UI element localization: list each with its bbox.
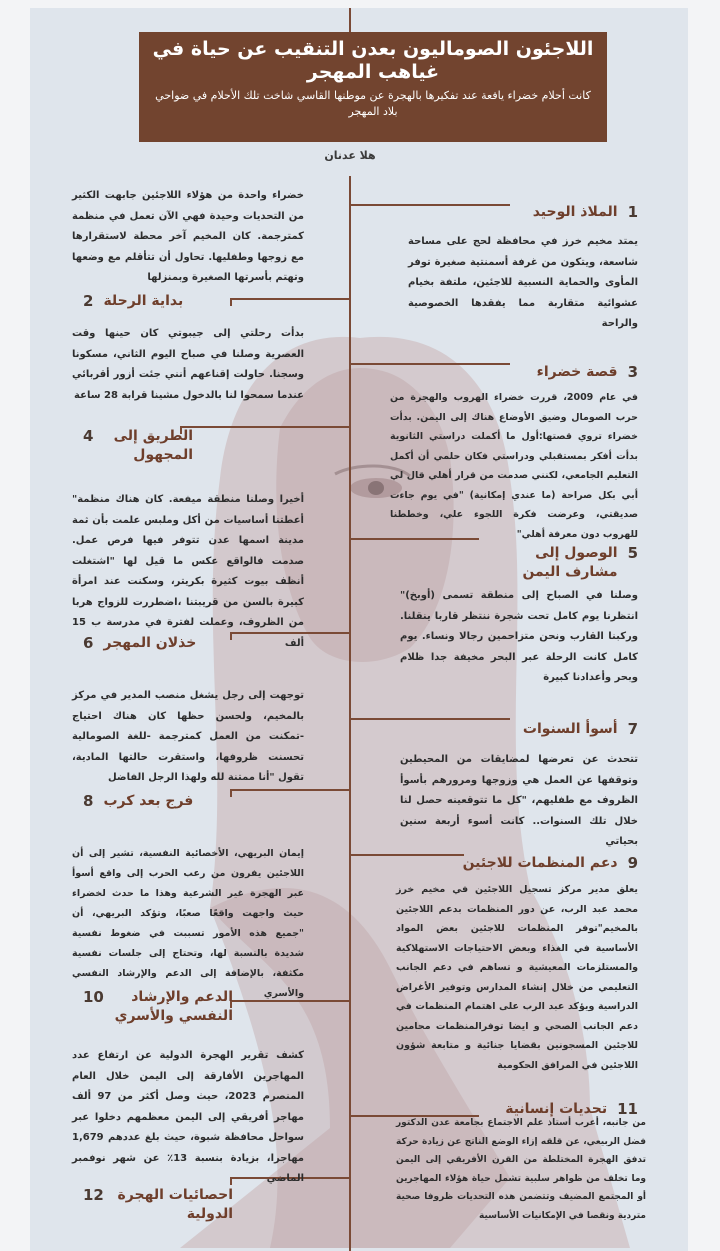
section-text-3: في عام 2009، قررت خضراء الهروب والهجرة من حرب الصومال وضيق الأوضاع هناك إلى اليمن. بدأت خضراء تروي قصتها:أول ما أكملت دراستي الثانوية بدأت أفكر بمستقبلي ودراستي فكان حلمي أن أكمل التعليم الجامعي، لكنني صدمت من قرار أهلي قال لي أبي بكل صراحة (ما عندي إمكانية) "في يوم جاءت صديقتي، وعرضت فكرة اللجوء علي، وخططنا للهروب دون معرفة أهلي" xyxy=(390,392,638,540)
section-number: 10 xyxy=(83,988,104,1006)
section-heading-6 xyxy=(83,634,196,653)
section-title: خذلان المهجر xyxy=(103,635,197,651)
header-connector xyxy=(349,8,351,32)
section-title: الدعم والإرشاد النفسي والأسري xyxy=(114,989,233,1024)
section-heading-5 xyxy=(508,544,638,582)
section-title: بداية الرحلة xyxy=(103,293,184,309)
connector-7 xyxy=(349,718,510,720)
connector-9 xyxy=(349,854,464,856)
section-number: 4 xyxy=(83,427,94,445)
section-number: 2 xyxy=(83,292,94,310)
section-text-12: كشف تقرير الهجرة الدولية عن ارتفاع عدد المهاجرين الأفارقة إلى اليمن خلال العام المنصرم 2023، حيث وصل أكثر من 97 ألف مهاجر أفريقي إلى اليمن معظمهم دخلوا عبر سواحل محافظة شبوة، حيث بلغ عددهم 1,679 مهاجرا، بزيادة بنسبة 13٪ عن شهر نوفمبر الماضي xyxy=(72,1050,305,1184)
section-text-1: يمتد مخيم خرز في محافظة لحج على مساحة شاسعة، ويتكون من غرفة أسمنتية صغيرة توفر المأوى والحماية النسبية للاجئين، ملتفة بخيام عشوائية متقاربة مما يفقدها الخصوصية والراحة xyxy=(408,236,638,329)
page-subtitle: كانت أحلام خضراء يافعة عند تفكيرها بالهجرة عن موطنها القاسي شاخت تلك الأحلام في ضواحي بلاد المهجر xyxy=(155,89,591,118)
section-text-10: إيمان البريهي، الأخصائية النفسية، تشير إلى أن اللاجئين يفرون من رعب الحرب إلى واقع أسوأ عبر الهجرة غير الشرعية وهذا ما حدث لخضراء حيث واجهت واقعًا صعبًا، وتؤكد البريهي، أن "جميع هذه الأمور تسببت في ضغوط نفسية شديدة بالنسبة لها، وتحتاج إلى جلسات نفسية مكثفة، بالإضافة إلى الدعم والإرشاد النفسي والأسري xyxy=(72,848,304,999)
section-text-9: يعلق مدير مركز تسجيل اللاجئين في مخيم خرز محمد عبد الرب، عن دور المنظمات بدعم اللاجئين بالمخيم"توفر المنظمات للاجئين بعض المواد الأساسية في الغذاء وبعض الاحتياجات الاستهلاكية والمستلزمات المعيشية و تساهم في دعم الجانب التعليمي من خلال إنشاء المدارس وتوفير الأغراض الدراسية ويؤكد عبد الرب على اهتمام المنظمات في دعم الجانب الصحي و ايضا توفرالمنظمات محامين للاجئين المسجونين بقضايا جنائية و متابعة شؤون اللاجئين في المرافق الحكومية xyxy=(396,884,638,1071)
section-title: الطريق إلى المجهول xyxy=(113,428,193,463)
connector-3 xyxy=(349,363,510,365)
section-text-2: خضراء واحدة من هؤلاء اللاجئين جابهت الكثير من التحديات وحيدة فهي الآن تعمل في منظمة كمترجمة. كان المخيم آخر محطة لاستقرارها مع زوجها وطفليها. تحاول أن تتأقلم مع وضعها وتهتم بأسرتها الصغيرة وبمنزلها xyxy=(72,190,304,283)
section-number: 1 xyxy=(627,203,638,221)
section-text-8: توجهت إلى رجل يشغل منصب المدير في مركز بالمخيم، ولحسن حظها كان هناك احتياج -تمكنت من العمل كمترجمة -للغة الصومالية تحسنت ظروفها، واستقرت حالتها المادية، تقول "أنا ممتنة لله ولهذا الرجل الفاضل xyxy=(72,690,304,783)
section-title: الوصول إلى مشارف اليمن xyxy=(522,545,618,580)
section-heading-3 xyxy=(537,363,638,382)
section-number: 6 xyxy=(83,634,94,652)
page-title: اللاجئون الصوماليون بعدن التنقيب عن حياة في غياهب المهجر xyxy=(152,38,594,83)
section-title: احصائيات الهجرة الدولية xyxy=(117,1187,233,1222)
connector-4 xyxy=(180,426,350,428)
connector-1 xyxy=(349,204,510,206)
section-heading-7 xyxy=(523,720,638,739)
section-title: الملاذ الوحيد xyxy=(532,204,618,220)
section-title: أسوأ السنوات xyxy=(522,721,618,737)
section-heading-12 xyxy=(83,1186,233,1224)
section-text-6: أخيرا وصلنا منطقة ميفعة. كان هناك منظمة" أعطتنا أساسيات من أكل وملبس علمت بأن ثمة مدينة اسمها عدن تتوفر فيها فرص عمل. صدمت فالواقع عكس ما قيل لها "اشتغلت أنظف بيوت كثيرة بكريتر، وسكنت عند امرأة كبيرة بالسن من قريبتنا ،اضطررت للزواج هربا من الظروف، وعملت لفترة في مدرسة ب 15 ألف xyxy=(72,494,304,649)
connector-tick-2 xyxy=(230,298,232,306)
author-name: هلا عدنان xyxy=(324,149,376,162)
section-heading-8 xyxy=(83,792,193,811)
section-number: 7 xyxy=(627,720,638,738)
section-heading-4 xyxy=(83,427,193,465)
connector-2 xyxy=(230,298,350,300)
section-title: تحديات إنسانية xyxy=(505,1101,608,1117)
section-heading-10 xyxy=(83,988,233,1026)
section-number: 5 xyxy=(627,544,638,562)
header-banner xyxy=(139,32,607,142)
section-text-11: من جانبه، أعرب أستاذ علم الاجتماع بجامعة عدن الدكتور فضل الربيعي، عن قلقه إزاء الوضع الناتج عن زيادة حركة تدفق الهجرة المختلطة من القرن الأفريقي إلى اليمن وما تخلف من ظواهر سلبية تشمل حياة هؤلاء المهاجرين أو المجتمع المضيف وتتضمن هذه التحديات ظروفا صحية متردية ونقصا في الإمكانيات الأساسية xyxy=(396,1118,646,1221)
section-text-5: وصلنا في الصباح إلى منطقة تسمى (أوبخ)" انتظرنا يوم كامل تحت شجرة ننتظر قاربا ينقلنا. وركبنا القارب ونحن متزاحمين رجالا ونساء. يوم كامل كانت الرحلة عبر البحر مخيفة جدا ظلام وبحر وأعدادنا كبيرة xyxy=(400,590,638,683)
section-number: 8 xyxy=(83,792,94,810)
section-text-7: تتحدث عن تعرضها لمضايقات من المحيطين وتوقفها عن العمل هي وزوجها ومرورهم بأسوأ الظروف مع طفليهم، "كل ما تتوقعينه حصل لنا خلال تلك السنوات.. كانت أسوء أربعة سنين بحياتي xyxy=(400,754,638,847)
section-number: 11 xyxy=(617,1100,638,1118)
connector-8 xyxy=(230,789,350,791)
section-number: 12 xyxy=(83,1186,104,1204)
section-title: قصة خضراء xyxy=(536,364,618,380)
section-heading-1 xyxy=(533,203,638,222)
section-heading-9 xyxy=(463,854,638,873)
poster xyxy=(30,8,688,1251)
timeline-spine xyxy=(349,176,351,1251)
section-title: فرج بعد كرب xyxy=(103,793,194,809)
section-title: دعم المنظمات للاجئين xyxy=(462,855,618,871)
section-heading-2 xyxy=(83,292,183,311)
connector-tick-8 xyxy=(230,789,232,797)
section-text-4: بدأت رحلتي إلى جيبوتي كان حينها وقت العصرية وصلنا في صباح اليوم الثاني، مسكونا وسجنا. حاولت إقناعهم أنني جئت أزور أقربائي عندما سمحوا لنا بالدخول مشينا قرابة 28 ساعة xyxy=(72,328,304,401)
section-number: 3 xyxy=(627,363,638,381)
section-number: 9 xyxy=(627,854,638,872)
